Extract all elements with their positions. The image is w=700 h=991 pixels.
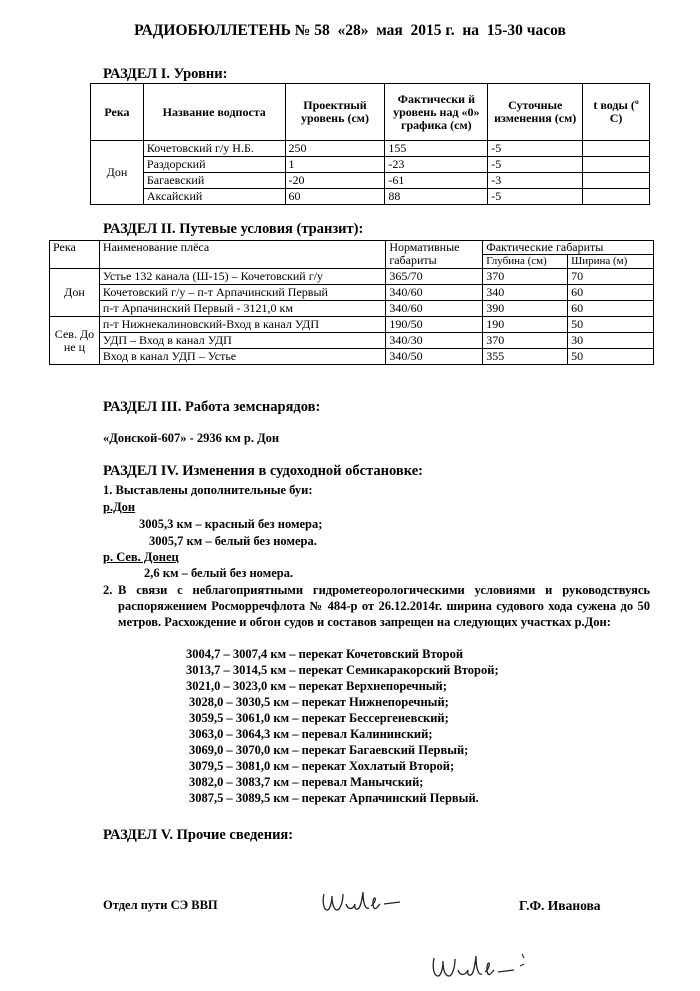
segments-list	[186, 646, 499, 806]
table-row	[91, 173, 650, 189]
col-actual: Фактические габариты	[483, 241, 654, 255]
river-cell: Дон	[91, 141, 144, 205]
table-row	[50, 317, 654, 333]
width-cell: 50	[568, 349, 654, 365]
don-buoy-1: 3005,3 км – красный без номера;	[139, 517, 323, 531]
list-item: 3028,0 – 3030,5 км – перекат Нижнепоречный;	[189, 695, 449, 709]
col-width: Ширина (м)	[568, 255, 654, 269]
project-cell: 250	[285, 141, 385, 157]
handwritten-signature	[318, 880, 418, 920]
bulletin-title: РАДИОБЮЛЛЕТЕНЬ № 58 «28» мая 2015 г. на 15-30 часов	[134, 22, 566, 39]
section4-heading: РАЗДЕЛ IV. Изменения в судоходной обстановке:	[103, 463, 423, 479]
don-label: р.Дон	[103, 500, 136, 514]
stretch-cell: Кочетовский г/у – п-т Арпачинский Первый	[99, 285, 385, 301]
section2-heading: РАЗДЕЛ II. Путевые условия (транзит):	[103, 221, 364, 237]
item1-text: 1. Выставлены дополнительные буи:	[103, 483, 313, 497]
list-item: 3069,0 – 3070,0 км – перекат Багаевский Первый;	[189, 743, 469, 757]
stretch-cell: Устье 132 канала (Ш-15) – Кочетовский г/у	[99, 269, 385, 285]
col-stretch: Наименование плёса	[99, 241, 385, 269]
col-norm: Нормативные габариты	[386, 241, 483, 269]
col-project: Проектный уровень (см)	[285, 84, 385, 141]
stretch-cell: п-т Арпачинский Первый - 3121,0 км	[99, 301, 385, 317]
list-item: 3004,7 – 3007,4 км – перекат Кочетовский Второй	[186, 647, 464, 661]
depth-cell: 390	[483, 301, 568, 317]
table-row	[91, 157, 650, 173]
norm-cell: 340/30	[386, 333, 483, 349]
river-cell: Сев. Доне ц	[50, 317, 100, 365]
col-river: Река	[91, 84, 144, 141]
width-cell: 70	[568, 269, 654, 285]
depth-cell: 340	[483, 285, 568, 301]
table-row	[91, 141, 650, 157]
project-cell: 1	[285, 157, 385, 173]
donets-buoy-1: 2,6 км – белый без номера.	[144, 566, 294, 580]
list-item: 3079,5 – 3081,0 км – перекат Хохлатый Второй;	[189, 759, 455, 773]
norm-cell: 365/70	[386, 269, 483, 285]
change-cell: -5	[488, 157, 583, 173]
stretch-cell: Вход в канал УДП – Устье	[99, 349, 385, 365]
post-cell: Раздорский	[143, 157, 285, 173]
section3-heading: РАЗДЕЛ III. Работа земснарядов:	[103, 399, 321, 415]
list-item: 3021,0 – 3023,0 км – перекат Верхнепоречный;	[186, 679, 447, 693]
item2-text: В связи с неблагоприятными гидрометеорологическими условиями и руководствуясь распоряжением Росморречфлота № 484-р от 26.12.2014г. ширина судового хода сужена до 50 метров. Расхождение и обгон судов и составов запрещен на следующих участках р.Дон:	[118, 583, 650, 629]
change-cell: -5	[488, 141, 583, 157]
col-depth: Глубина (см)	[483, 255, 568, 269]
change-cell: -5	[488, 189, 583, 205]
signatory-name: Г.Ф. Иванова	[519, 898, 601, 913]
actual-cell: -23	[385, 157, 488, 173]
list-item: 3087,5 – 3089,5 км – перекат Арпачинский Первый.	[189, 791, 479, 805]
norm-cell: 340/60	[386, 301, 483, 317]
item2-number: 2.	[103, 583, 113, 597]
width-cell: 60	[568, 301, 654, 317]
actual-cell: -61	[385, 173, 488, 189]
stretch-cell: УДП – Вход в канал УДП	[99, 333, 385, 349]
river-cell: Дон	[50, 269, 100, 317]
col-actual: Фактически й уровень над «0» графика (см)	[385, 84, 488, 141]
table-row	[50, 349, 654, 365]
width-cell: 50	[568, 317, 654, 333]
col-change: Суточные изменения (см)	[488, 84, 583, 141]
post-cell: Кочетовский г/у Н.Б.	[143, 141, 285, 157]
list-item: 3063,0 – 3064,3 км – перевал Калининский;	[189, 727, 433, 741]
transit-table	[49, 240, 654, 365]
depth-cell: 370	[483, 333, 568, 349]
temp-cell	[583, 141, 650, 157]
stretch-cell: п-т Нижнекалиновский-Вход в канал УДП	[99, 317, 385, 333]
section5-heading: РАЗДЕЛ V. Прочие сведения:	[103, 827, 294, 843]
depth-cell: 190	[483, 317, 568, 333]
col-post: Название водпоста	[143, 84, 285, 141]
table-row	[50, 301, 654, 317]
levels-table	[90, 83, 650, 205]
depth-cell: 355	[483, 349, 568, 365]
handwritten-signature-stamp	[428, 944, 538, 986]
project-cell: 60	[285, 189, 385, 205]
department-label: Отдел пути СЭ ВВП	[103, 898, 218, 912]
temp-cell	[583, 189, 650, 205]
col-temp: t воды (º С)	[583, 84, 650, 141]
post-cell: Аксайский	[143, 189, 285, 205]
donets-label: р. Сев. Донец	[103, 550, 179, 564]
project-cell: -20	[285, 173, 385, 189]
don-buoy-2: 3005,7 км – белый без номера.	[149, 534, 317, 548]
post-cell: Багаевский	[143, 173, 285, 189]
actual-cell: 88	[385, 189, 488, 205]
temp-cell	[583, 157, 650, 173]
change-cell: -3	[488, 173, 583, 189]
section1-heading: РАЗДЕЛ I. Уровни:	[103, 66, 228, 82]
width-cell: 30	[568, 333, 654, 349]
list-item: 3082,0 – 3083,7 км – перевал Манычский;	[189, 775, 424, 789]
list-item: 3013,7 – 3014,5 км – перекат Семикаракорский Второй;	[186, 663, 499, 677]
temp-cell	[583, 173, 650, 189]
table-row	[50, 333, 654, 349]
col-river: Река	[50, 241, 100, 269]
depth-cell: 370	[483, 269, 568, 285]
norm-cell: 190/50	[386, 317, 483, 333]
norm-cell: 340/50	[386, 349, 483, 365]
dredger-text: «Донской-607» - 2936 км р. Дон	[103, 431, 280, 445]
actual-cell: 155	[385, 141, 488, 157]
table-row	[91, 189, 650, 205]
table-row	[50, 285, 654, 301]
norm-cell: 340/60	[386, 285, 483, 301]
width-cell: 60	[568, 285, 654, 301]
table-row	[50, 269, 654, 285]
list-item: 3059,5 – 3061,0 км – перекат Бессергеневский;	[189, 711, 449, 725]
